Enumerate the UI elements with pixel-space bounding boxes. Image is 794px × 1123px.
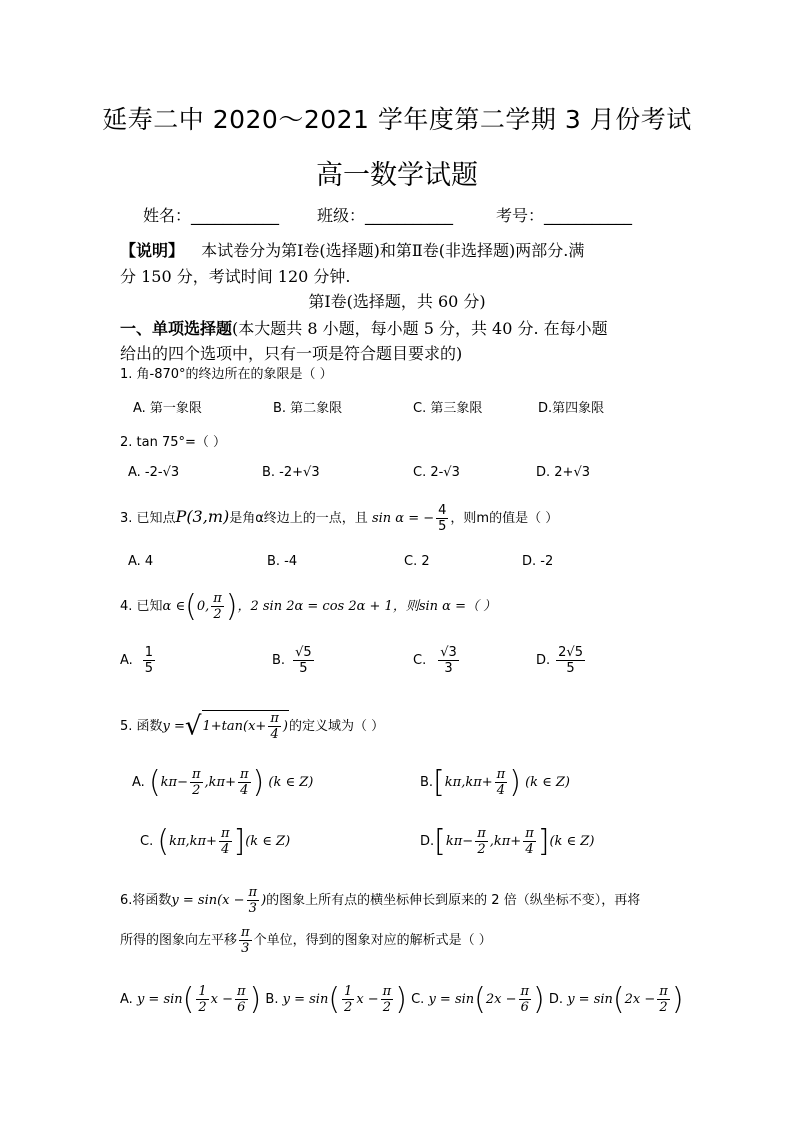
q4-d-frac (556, 645, 585, 676)
q5-c-tail: (k ∈ Z) (245, 834, 291, 849)
q5-d-frac1 (475, 826, 488, 857)
q5-c-rbracket: ] (233, 824, 246, 859)
q3-point: P(3,m) (175, 507, 230, 526)
q5-a-n2: π (239, 767, 249, 782)
q4-interval-left: 0, (196, 599, 210, 614)
q5-b-n: π (496, 767, 506, 782)
q5-func: y = (162, 719, 185, 734)
q3-option-c: C. 2 (404, 554, 430, 569)
q6-b-ysin: y = sin (282, 992, 329, 1007)
q6-shift-three: 3 (241, 941, 250, 956)
q6-b-half-n: 1 (344, 984, 353, 999)
q4-c-den: 3 (444, 661, 453, 676)
q6-d-twox: 2x − (624, 992, 656, 1007)
q4-b-den: 5 (299, 661, 308, 676)
instructions-text1: 本试卷分为第Ⅰ卷(选择题)和第Ⅱ卷(非选择题)两部分.满 (201, 241, 585, 260)
q4-c-num: √3 (440, 645, 457, 660)
q5-d-expr2: ,kπ+ (489, 834, 522, 849)
q5-d-lbracket: [ (434, 824, 446, 859)
exam-title: 延寿二中 2020～2021 学年度第二学期 3 月份考试 (102, 105, 692, 134)
q6-option-b (265, 982, 407, 1017)
q6-b-two: 2 (382, 1000, 392, 1015)
q3-frac-num: 4 (438, 503, 447, 518)
q6-b-xminus: x − (356, 992, 379, 1007)
q5-d-tail: (k ∈ Z) (549, 834, 595, 849)
q5-c-lparen: ( (157, 824, 170, 859)
q6-stem-post: 的图象上所有点的横坐标伸长到原来的 2 倍（纵坐标不变），再将 (266, 893, 641, 908)
q6-option-c (411, 982, 545, 1017)
q4-a-frac (143, 645, 155, 676)
q4-c-frac (438, 645, 459, 676)
q3-stem (120, 503, 558, 534)
q4-a-den: 5 (144, 661, 154, 676)
q6-a-half (196, 984, 208, 1015)
section-desc1: (本大题共 8 小题，每小题 5 分，共 40 分. 在每小题 (232, 319, 608, 338)
q5-d-n2: π (525, 826, 534, 841)
q6-c-pi: π (520, 984, 530, 999)
part1-heading: 第Ⅰ卷(选择题，共 60 分) (308, 292, 486, 311)
q6-c-label: C. (411, 992, 425, 1007)
q6-a-lparen: ( (182, 982, 195, 1017)
q2-option-a: A. -2-√3 (128, 465, 180, 480)
q5-d-d1: 2 (477, 842, 486, 857)
q6-c-rparen: ) (533, 982, 545, 1017)
q4-d-num: 2√5 (558, 645, 583, 660)
exam-subtitle: 高一数学试题 (316, 160, 478, 191)
q6-stem (120, 885, 640, 916)
q3-stem-mid: 是角α终边上的一点，且 (229, 511, 368, 526)
q6-pi-over-3 (247, 885, 260, 916)
q6-c-pifrac (519, 984, 532, 1015)
q5-option-a (132, 765, 313, 800)
q4-stem (120, 589, 496, 624)
q5-b-frac (495, 767, 508, 798)
q5-a-rparen: ) (252, 765, 265, 800)
q6-option-d (548, 982, 684, 1017)
q6-a-pi: π (237, 984, 246, 999)
q5-a-lparen: ( (148, 765, 161, 800)
q6-d-ysin: y = sin (567, 992, 613, 1007)
q5-b-rparen: ) (509, 765, 521, 800)
section-title: 一、单项选择题 (120, 319, 233, 338)
q3-stem-post: ，则m的值是（ ） (450, 511, 559, 526)
q6-a-half-d: 2 (198, 1000, 207, 1015)
q6-func: y = sin(x − (171, 893, 245, 908)
q1-option-a: A. 第一象限 (133, 401, 202, 416)
q6-d-two: 2 (659, 1000, 668, 1015)
q6-func-close: ) (261, 893, 267, 908)
q4-option-b (272, 645, 316, 676)
q6-a-pifrac (235, 984, 248, 1015)
q4-option-d (536, 645, 587, 676)
q5-b-label: B. (420, 775, 434, 790)
q5-d-d2: 4 (525, 842, 534, 857)
q5-a-frac1 (190, 767, 203, 798)
q5-d-n1: π (477, 826, 486, 841)
q6-option-a (120, 982, 262, 1017)
q6-line2-post: 个单位，得到的图象对应的解析式是（ ） (253, 933, 492, 948)
q3-stem-pre: 3. 已知点 (120, 511, 176, 526)
q4-left-paren: ( (185, 589, 197, 624)
q4-right-paren: ) (225, 589, 238, 624)
class-field-label: 班级：___________ (317, 206, 454, 225)
q5-a-d1: 2 (192, 783, 201, 798)
q4-b-num: √5 (295, 645, 312, 660)
q6-b-half (342, 984, 354, 1015)
q4-d-label: D. (536, 653, 551, 668)
q6-b-rparen: ) (395, 982, 407, 1017)
instructions-line1 (120, 240, 584, 262)
q6-pi: π (248, 885, 258, 900)
q5-root-sign: √ (184, 711, 202, 742)
q5-option-d (420, 824, 594, 859)
q5-stem-post: 的定义域为（ ） (288, 719, 385, 734)
q5-pi: π (270, 711, 279, 726)
q4-a-label: A. (120, 653, 133, 668)
q3-frac-den: 5 (438, 519, 447, 534)
q6-d-pifrac (657, 984, 670, 1015)
q5-b-d: 4 (496, 783, 506, 798)
q5-option-b (420, 765, 570, 800)
q6-a-label: A. (120, 992, 133, 1007)
q5-option-c (140, 824, 290, 859)
exam-number-field-label: 考号：___________ (496, 206, 633, 225)
q3-option-d: D. -2 (522, 554, 554, 569)
q5-a-d2: 4 (240, 783, 249, 798)
q5-c-expr: kπ,kπ+ (169, 834, 217, 849)
q5-stem-pre: 5. 函数 (120, 719, 163, 734)
q6-b-pi: π (382, 984, 392, 999)
q4-c-label: C. (413, 653, 427, 668)
q5-c-d: 4 (221, 842, 230, 857)
q4-cond: ，2 sin 2α = cos 2α + 1，则 (237, 599, 419, 614)
q4-b-frac (293, 645, 314, 676)
q6-d-lparen: ( (612, 982, 625, 1017)
q6-stem-pre: 6.将函数 (120, 893, 172, 908)
q4-option-a (120, 645, 157, 676)
q6-a-six: 6 (237, 1000, 246, 1015)
q6-a-half-n: 1 (198, 984, 207, 999)
q6-b-half-d: 2 (344, 1000, 353, 1015)
q3-sin-eq: sin α = − (371, 511, 435, 526)
q5-pi-over-4 (268, 711, 281, 742)
q5-a-tail: (k ∈ Z) (268, 775, 314, 790)
q5-stem (120, 710, 384, 742)
section-title-line (120, 318, 608, 340)
q5-c-label: C. (140, 834, 154, 849)
section-desc2: 给出的四个选项中，只有一项是符合题目要求的) (120, 344, 463, 363)
q5-d-frac2 (523, 826, 536, 857)
q5-b-lbracket: [ (433, 765, 445, 800)
q3-fraction (436, 503, 448, 534)
q1-option-c: C. 第三象限 (413, 401, 483, 416)
name-field-label: 姓名：___________ (143, 206, 280, 225)
q5-d-rbracket: ] (537, 824, 550, 859)
q6-c-lparen: ( (474, 982, 486, 1017)
q6-three: 3 (248, 901, 257, 916)
q6-d-pi: π (659, 984, 668, 999)
q5-b-expr: kπ,kπ+ (444, 775, 493, 790)
q5-d-label: D. (420, 834, 435, 849)
q6-c-six: 6 (520, 1000, 529, 1015)
instructions-line2: 分 150 分，考试时间 120 分钟. (120, 267, 351, 286)
q5-a-expr2: ,kπ+ (204, 775, 236, 790)
q4-pi-over-2 (211, 591, 224, 622)
q5-root-close: ) (282, 719, 288, 734)
q6-shift-frac (239, 925, 252, 956)
q6-b-pifrac (381, 984, 394, 1015)
q1-option-b: B. 第二象限 (273, 401, 343, 416)
q5-a-label: A. (132, 775, 145, 790)
q5-four: 4 (270, 727, 279, 742)
q5-a-frac2 (238, 767, 251, 798)
q4-option-c (413, 645, 461, 676)
q6-a-ysin: y = sin (136, 992, 183, 1007)
q6-b-label: B. (265, 992, 279, 1007)
q4-pi: π (213, 591, 222, 606)
q1-stem: 1. 角-870°的终边所在的象限是（ ） (120, 367, 333, 382)
q4-ask: sin α =（ ） (418, 599, 497, 614)
q2-option-b: B. -2+√3 (262, 465, 320, 480)
q6-d-label: D. (548, 992, 564, 1007)
q5-a-expr1: kπ− (160, 775, 188, 790)
q4-b-label: B. (272, 653, 286, 668)
q6-options (120, 982, 684, 1017)
q6-b-lparen: ( (328, 982, 341, 1017)
q5-a-n1: π (191, 767, 201, 782)
q5-c-n: π (220, 826, 230, 841)
q6-d-rparen: ) (671, 982, 684, 1017)
q4-stem-pre: 4. 已知 (120, 599, 163, 614)
q2-option-d: D. 2+√3 (536, 465, 590, 480)
q2-stem: 2. tan 75°=（ ） (120, 435, 227, 450)
q5-root-text: 1+tan(x+ (202, 719, 267, 734)
q6-a-rparen: ) (249, 982, 262, 1017)
q6-shift-pi: π (241, 925, 250, 940)
q6-c-ysin: y = sin (428, 992, 475, 1007)
q5-root-body (202, 710, 289, 742)
q3-option-a: A. 4 (128, 554, 154, 569)
q4-two: 2 (213, 607, 222, 622)
q5-d-expr1: kπ− (445, 834, 474, 849)
q4-d-den: 5 (566, 661, 575, 676)
instructions-tag: 【说明】 (120, 241, 185, 260)
q5-c-frac (219, 826, 232, 857)
q2-option-c: C. 2-√3 (413, 465, 460, 480)
q4-a-num: 1 (144, 645, 154, 660)
q5-b-tail: (k ∈ Z) (525, 775, 571, 790)
q6-c-twox: 2x − (485, 992, 517, 1007)
q6-line2-pre: 所得的图象向左平移 (120, 933, 238, 948)
q3-option-b: B. -4 (267, 554, 298, 569)
q6-stem-line2 (120, 925, 492, 956)
q4-alpha-in: α ∈ (162, 599, 186, 614)
q6-a-xminus: x − (210, 992, 233, 1007)
q1-option-d: D.第四象限 (538, 401, 605, 416)
